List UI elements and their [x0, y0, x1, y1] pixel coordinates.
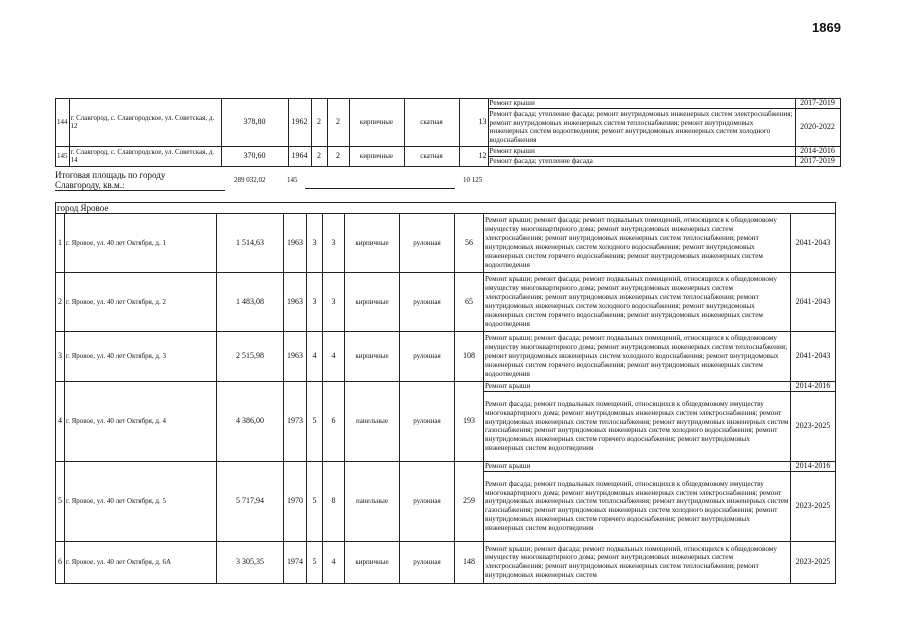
- area: 3 305,35: [217, 541, 284, 583]
- entrances: 2: [327, 99, 349, 147]
- page-number: 1869: [812, 20, 841, 35]
- work-period: 2041-2043: [791, 214, 836, 273]
- address: г. Яровое, ул. 40 лет Октября, д. 5: [65, 461, 217, 541]
- wall-material: кирпичные: [349, 146, 404, 166]
- table-yarovoe: [55, 202, 836, 584]
- row-number: 3: [56, 332, 65, 382]
- roof-type: рулонная: [400, 214, 455, 273]
- work-description: Ремонт крыши; ремонт фасада; ремонт подвальных помещений, относящихся к общедомовому имуществу многоквартирного дома; ремонт внутридомовых инженерных систем электроснабжения; ремонт внутридомовых инженерных систем теплоснабжения; ремонт внутридомовых инженерных систем холодного водоснабжения; ремонт внутридомовых инженерных систем горячего водоснабжения; ремонт внутридомовых инженерных систем водоотведения: [484, 214, 791, 273]
- residents: 56: [455, 214, 484, 273]
- entrances: 3: [323, 214, 345, 273]
- floors: 4: [307, 332, 323, 382]
- row-number: 4: [56, 382, 65, 462]
- residents: 12: [459, 146, 488, 166]
- city-header-row: [56, 203, 836, 214]
- work-period: 2014-2016: [795, 146, 840, 156]
- area: 1 483,08: [217, 273, 284, 332]
- work-description: Ремонт крыши: [484, 461, 791, 471]
- wall-material: панельные: [345, 461, 400, 541]
- work-period: 2023-2025: [791, 541, 836, 583]
- row-number: 6: [56, 541, 65, 583]
- work-description: Ремонт фасада; ремонт подвальных помещений, относящихся к общедомовому имуществу многоквартирного дома; ремонт внутридомовых инженерных систем электроснабжения; ремонт внутридомовых инженерных систем теплоснабжения; ремонт внутридомовых инженерных систем газоснабжения; ремонт внутридомовых инженерных систем холодного водоснабжения; ремонт внутридомовых инженерных систем горячего водоснабжения; ремонт внутридомовых инженерных систем водоотведения: [484, 391, 791, 461]
- area: 4 386,00: [217, 382, 284, 462]
- year: 1962: [288, 99, 311, 147]
- residents: 193: [455, 382, 484, 462]
- summary-underline: [55, 190, 225, 191]
- residents: 13: [459, 99, 488, 147]
- roof-type: рулонная: [400, 273, 455, 332]
- roof-type: рулонная: [400, 541, 455, 583]
- roof-type: рулонная: [400, 332, 455, 382]
- year: 1963: [284, 332, 307, 382]
- work-description: Ремонт крыши; ремонт фасада; ремонт подвальных помещений, относящихся к общедомовому имуществу многоквартирного дома; ремонт внутридомовых инженерных систем электроснабжения; ремонт внутридомовых инженерных систем теплоснабжения; ремонт внутридомовых инженерных систем: [484, 541, 791, 583]
- entrances: 2: [327, 146, 349, 166]
- year: 1973: [284, 382, 307, 462]
- work-description: Ремонт фасада; утепление фасада; ремонт внутридомовых инженерных систем электроснабжения; ремонт внутридомовых инженерных систем теплоснабжения; ремонт внутридомовых инженерных систем водоотведения; ремонт внутридомовых инженерных систем холодного водоснабжения: [488, 108, 795, 146]
- wall-material: кирпичные: [345, 332, 400, 382]
- work-period: 2041-2043: [791, 332, 836, 382]
- address: г. Яровое, ул. 40 лет Октября, д. 1: [65, 214, 217, 273]
- floors: 3: [307, 214, 323, 273]
- summary-area: 289 032,02: [234, 176, 266, 184]
- wall-material: панельные: [345, 382, 400, 462]
- address: г. Славгород, с. Славгородское, ул. Советская, д. 14: [69, 146, 221, 166]
- work-description: Ремонт крыши; ремонт фасада; ремонт подвальных помещений, относящихся к общедомовому имуществу многоквартирного дома; ремонт внутридомовых инженерных систем теплоснабжения; ремонт внутридомовых инженерных систем холодного водоснабжения; ремонт внутридомовых инженерных систем горячего водоснабжения; ремонт внутридомовых инженерных систем водоотведения: [484, 332, 791, 382]
- work-description: Ремонт крыши: [488, 146, 795, 156]
- summary-line: [305, 188, 455, 189]
- address: г. Яровое, ул. 40 лет Октября, д. 3: [65, 332, 217, 382]
- floors: 5: [307, 382, 323, 462]
- area: 2 515,98: [217, 332, 284, 382]
- address: г. Яровое, ул. 40 лет Октября, д. 4: [65, 382, 217, 462]
- area: 370,60: [221, 146, 288, 166]
- work-period: 2020-2022: [795, 108, 840, 146]
- row-number: 145: [56, 146, 70, 166]
- entrances: 6: [323, 382, 345, 462]
- row-number: 1: [56, 214, 65, 273]
- area: 378,80: [221, 99, 288, 147]
- address: г. Славгород, с. Славгородское, ул. Советская, д. 12: [69, 99, 221, 147]
- summary-label: Итоговая площадь по городу Славгороду, кв.м.:: [55, 170, 166, 190]
- roof-type: рулонная: [400, 382, 455, 462]
- floors: 3: [307, 273, 323, 332]
- floors: 5: [307, 541, 323, 583]
- roof-type: рулонная: [400, 461, 455, 541]
- work-period: 2017-2019: [795, 99, 840, 109]
- table-row: [56, 214, 836, 273]
- table-row: [56, 273, 836, 332]
- summary-houses: 145: [287, 176, 298, 184]
- work-description: Ремонт крыши: [484, 382, 791, 392]
- wall-material: кирпичные: [345, 273, 400, 332]
- wall-material: кирпичные: [345, 214, 400, 273]
- year: 1963: [284, 214, 307, 273]
- roof-type: скатная: [404, 99, 459, 147]
- row-number: 5: [56, 461, 65, 541]
- work-period: 2017-2019: [795, 156, 840, 166]
- table-row: [56, 332, 836, 382]
- work-description: Ремонт фасада; ремонт подвальных помещений, относящихся к общедомовому имуществу многоквартирного дома; ремонт внутридомовых инженерных систем электроснабжения; ремонт внутридомовых инженерных систем теплоснабжения; ремонт внутридомовых инженерных систем газоснабжения; ремонт внутридомовых инженерных систем холодного водоснабжения; ремонт внутридомовых инженерных систем горячего водоснабжения; ремонт внутридомовых инженерных систем водоотведения: [484, 471, 791, 541]
- year: 1970: [284, 461, 307, 541]
- entrances: 8: [323, 461, 345, 541]
- address: г. Яровое, ул. 40 лет Октября, д. 6А: [65, 541, 217, 583]
- work-period: 2014-2016: [791, 461, 836, 471]
- work-period: 2014-2016: [791, 382, 836, 392]
- entrances: 4: [323, 541, 345, 583]
- entrances: 4: [323, 332, 345, 382]
- year: 1964: [288, 146, 311, 166]
- table-row: [56, 382, 836, 392]
- roof-type: скатная: [404, 146, 459, 166]
- work-description: Ремонт крыши; ремонт фасада; ремонт подвальных помещений, относящихся к общедомовому имуществу многоквартирного дома; ремонт внутридомовых инженерных систем электроснабжения; ремонт внутридомовых инженерных систем теплоснабжения; ремонт внутридомовых инженерных систем холодного водоснабжения; ремонт внутридомовых инженерных систем горячего водоснабжения; ремонт внутридомовых инженерных систем водоотведения: [484, 273, 791, 332]
- residents: 148: [455, 541, 484, 583]
- work-period: 2041-2043: [791, 273, 836, 332]
- table-row: [56, 99, 841, 109]
- table-slavgorod: [55, 98, 841, 167]
- address: г. Яровое, ул. 40 лет Октября, д. 2: [65, 273, 217, 332]
- area: 5 717,94: [217, 461, 284, 541]
- residents: 108: [455, 332, 484, 382]
- city-header: город Яровое: [56, 203, 836, 214]
- area: 1 514,63: [217, 214, 284, 273]
- table-row: [56, 146, 841, 156]
- floors: 2: [311, 99, 327, 147]
- row-number: 2: [56, 273, 65, 332]
- residents: 65: [455, 273, 484, 332]
- summary-residents: 10 125: [463, 176, 483, 184]
- work-period: 2023-2025: [791, 471, 836, 541]
- table-row: [56, 541, 836, 583]
- wall-material: кирпичные: [345, 541, 400, 583]
- work-description: Ремонт фасада; утепление фасада: [488, 156, 795, 166]
- table-row: [56, 461, 836, 471]
- work-description: Ремонт крыши: [488, 99, 795, 109]
- year: 1974: [284, 541, 307, 583]
- work-period: 2023-2025: [791, 391, 836, 461]
- row-number: 144: [56, 99, 70, 147]
- entrances: 3: [323, 273, 345, 332]
- residents: 259: [455, 461, 484, 541]
- floors: 2: [311, 146, 327, 166]
- floors: 5: [307, 461, 323, 541]
- year: 1963: [284, 273, 307, 332]
- wall-material: кирпичные: [349, 99, 404, 147]
